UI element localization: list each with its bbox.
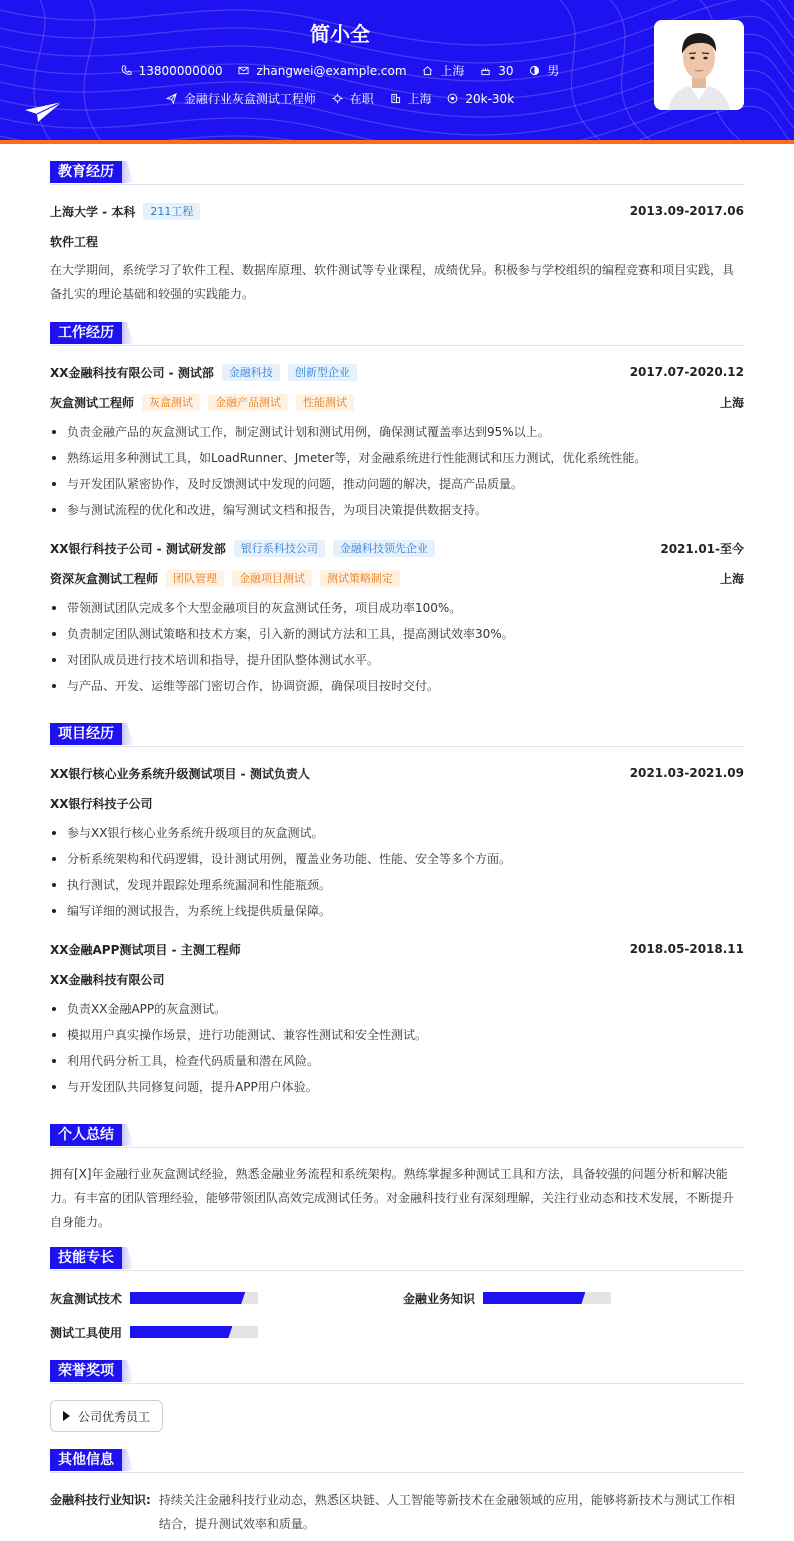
education-date: 2013.09-2017.06 [629,204,744,218]
building-icon [390,93,401,104]
target-city-item: 上海 [390,90,432,107]
mail-icon [238,65,249,76]
role-tag: 灰盒测试 [142,394,200,411]
send-icon [166,93,177,104]
work-role-row [50,393,744,411]
skill-item [50,1325,258,1339]
list-item: 执行测试，发现并跟踪处理系统漏洞和性能瓶颈。 [50,872,744,898]
city-item: 上海 [422,62,464,79]
list-item: 模拟用户真实操作场景，进行功能测试、兼容性测试和安全性测试。 [50,1022,744,1048]
major-row [50,232,744,250]
list-item: 负责XX金融APP的灰盒测试。 [50,996,744,1022]
section-work-title: 工作经历 [50,322,744,346]
work-bullets [50,595,744,699]
section-summary-title: 个人总结 [50,1124,744,1148]
project-title: XX金融APP测试项目 - 主测工程师 [50,942,241,957]
section-skills-title: 技能专长 [50,1247,744,1271]
project-date: 2018.05-2018.11 [629,942,744,956]
school-tag: 211工程 [143,203,200,220]
status-icon [332,93,343,104]
list-item: 熟练运用多种测试工具，如LoadRunner、Jmeter等，对金融系统进行性能测试和压力测试，优化系统性能。 [50,445,744,471]
work-role-row [50,569,744,587]
job-intent-row [0,90,680,107]
role-tag: 金融项目测试 [232,570,312,587]
skill-name: 金融业务知识 [403,1291,476,1306]
phone-icon [121,65,132,76]
list-item: 与开发团队紧密协作，及时反馈测试中发现的问题，推动问题的解决，提高产品质量。 [50,471,744,497]
award-badge [50,1400,163,1432]
company-tag: 金融科技 [222,364,280,381]
project-bullets [50,820,744,924]
company-tag: 银行系科技公司 [234,540,325,557]
age-icon [480,65,491,76]
job-status-item: 在职 [332,90,374,107]
list-item: 编写详细的测试报告，为系统上线提供质量保障。 [50,898,744,924]
header-accent-line [0,140,794,144]
project-title: XX银行核心业务系统升级测试项目 - 测试负责人 [50,766,310,781]
section-education-title: 教育经历 [50,161,744,185]
section-projects-title: 项目经历 [50,723,744,747]
major-name: 软件工程 [50,234,99,249]
role-tag: 性能测试 [296,394,354,411]
list-item: 分析系统架构和代码逻辑，设计测试用例，覆盖业务功能、性能、安全等多个方面。 [50,846,744,872]
award-label: 公司优秀员工 [78,1409,151,1424]
age-item: 30 [480,64,513,78]
skill-bar [483,1292,611,1304]
role-name: 资深灰盒测试工程师 [50,571,159,586]
project-bullets [50,996,744,1100]
list-item: 对团队成员进行技术培训和指导，提升团队整体测试水平。 [50,647,744,673]
company-tag: 创新型企业 [288,364,357,381]
role-tag: 团队管理 [166,570,224,587]
other-info-value: 持续关注金融科技行业动态，熟悉区块链、人工智能等新技术在金融领域的应用，能够将新技术与测试工作相结合，提升测试效率和质量。 [158,1493,735,1531]
education-row [50,202,744,220]
list-item: 负责金融产品的灰盒测试工作，制定测试计划和测试用例，确保测试覆盖率达到95%以上。 [50,419,744,445]
list-item: 与开发团队共同修复问题，提升APP用户体验。 [50,1074,744,1100]
work-company-row [50,539,744,557]
list-item: 负责制定团队测试策略和技术方案，引入新的测试方法和工具，提高测试效率30%。 [50,621,744,647]
company-tag: 金融科技领先企业 [333,540,435,557]
summary-text: 拥有[X]年金融行业灰盒测试经验，熟悉金融业务流程和系统架构。熟练掌握多种测试工具和方法，具备较强的问题分析和解决能力。有丰富的团队管理经验，能够带领团队高效完成测试任务。对金融科技行业有深刻理解，关注行业动态和技术发展，不断提升自身能力。 [50,1167,735,1229]
skill-bar-fill [130,1292,245,1304]
company-name: XX银行科技子公司 - 测试研发部 [50,541,226,556]
skill-name: 测试工具使用 [50,1325,123,1340]
list-item: 带领测试团队完成多个大型金融项目的灰盒测试任务，项目成功率100%。 [50,595,744,621]
project-org: XX金融科技有限公司 [50,972,165,987]
project-title-row [50,940,744,958]
role-name: 灰盒测试工程师 [50,395,135,410]
list-item: 参与XX银行核心业务系统升级项目的灰盒测试。 [50,820,744,846]
contact-info-row [0,62,680,79]
skill-bar-fill [130,1326,232,1338]
role-tag: 测试策略制定 [320,570,400,587]
work-location: 上海 [719,395,744,410]
company-name: XX金融科技有限公司 - 测试部 [50,365,214,380]
work-bullets [50,419,744,523]
project-title-row [50,764,744,782]
candidate-name: 简小全 [310,22,370,46]
skill-item [50,1291,258,1305]
skill-bar-fill [483,1292,585,1304]
gender-icon [529,65,540,76]
project-org-row [50,794,744,812]
gender-item: 男 [529,62,559,79]
header-banner [0,0,794,140]
profile-photo [654,20,744,110]
section-other-title: 其他信息 [50,1449,744,1473]
work-location: 上海 [719,571,744,586]
project-date: 2021.03-2021.09 [629,766,744,780]
section-honors-title: 荣誉奖项 [50,1360,744,1384]
skill-bar [130,1292,258,1304]
list-item: 利用代码分析工具，检查代码质量和潜在风险。 [50,1048,744,1074]
skill-bar [130,1326,258,1338]
work-company-row [50,363,744,381]
avatar [654,20,744,110]
email-item: zhangwei@example.com [238,64,406,78]
target-position-item: 金融行业灰盒测试工程师 [166,90,316,107]
paper-plane-icon [24,100,64,124]
phone-item: 13800000000 [121,64,223,78]
list-item: 与产品、开发、运维等部门密切合作，协调资源，确保项目按时交付。 [50,673,744,699]
school-name: 上海大学 - 本科 [50,204,136,219]
role-tag: 金融产品测试 [208,394,288,411]
project-org-row [50,970,744,988]
work-date: 2021.01-至今 [660,541,744,556]
work-date: 2017.07-2020.12 [629,365,744,379]
skill-name: 灰盒测试技术 [50,1291,123,1306]
education-description: 在大学期间，系统学习了软件工程、数据库原理、软件测试等专业课程，成绩优异。积极参与学校组织的编程竞赛和项目实践，具备扎实的理论基础和较强的实践能力。 [50,263,735,301]
other-info-row [50,1488,744,1536]
home-icon [422,65,433,76]
skill-item [403,1291,611,1305]
list-item: 参与测试流程的优化和改进，编写测试文档和报告，为项目决策提供数据支持。 [50,497,744,523]
other-info-key: 金融科技行业知识: [50,1493,151,1507]
play-triangle-icon [63,1411,70,1421]
salary-item: 20k-30k [447,92,514,106]
salary-icon [447,93,458,104]
project-org: XX银行科技子公司 [50,796,153,811]
